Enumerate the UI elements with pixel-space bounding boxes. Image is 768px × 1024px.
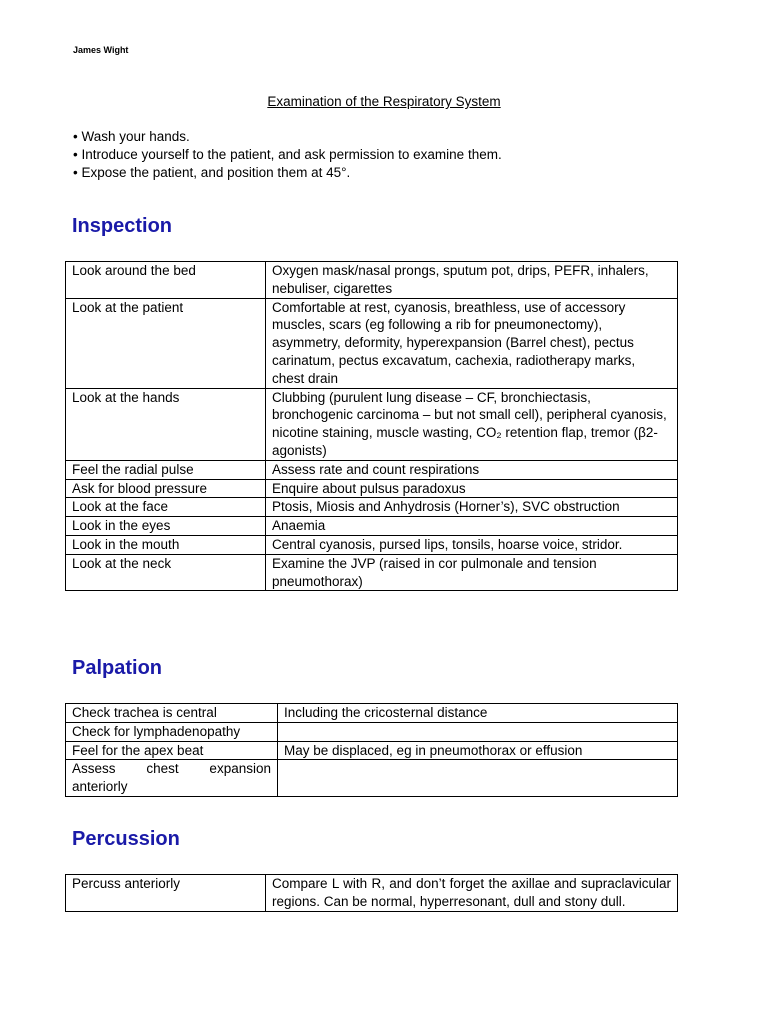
author-name: James Wight <box>73 45 129 55</box>
inspection-heading: Inspection <box>72 215 173 237</box>
action-cell: Assess chest expansion anteriorly <box>66 760 278 797</box>
detail-cell: Comfortable at rest, cyanosis, breathless, use of accessory muscles, scars (eg following a rib for pneumonectomy), asymmetry, deformity, hyperexpansion (Barrel chest), pectus carinatum, pectus excavatum, cachexia, radiotherapy marks, chest drain <box>266 298 678 388</box>
action-cell: Ask for blood pressure <box>66 479 266 498</box>
document-title: Examination of the Respiratory System <box>267 94 501 109</box>
detail-cell <box>278 722 678 741</box>
action-cell: Look in the mouth <box>66 535 266 554</box>
action-cell: Look at the patient <box>66 298 266 388</box>
detail-cell: Central cyanosis, pursed lips, tonsils, hoarse voice, stridor. <box>266 535 678 554</box>
action-cell: Look at the face <box>66 498 266 517</box>
action-cell: Look at the hands <box>66 388 266 460</box>
detail-cell: Enquire about pulsus paradoxus <box>266 479 678 498</box>
detail-cell: Ptosis, Miosis and Anhydrosis (Horner’s), SVC obstruction <box>266 498 678 517</box>
table-row <box>66 741 678 760</box>
detail-cell: Clubbing (purulent lung disease – CF, bronchiectasis, bronchogenic carcinoma – but not small cell), peripheral cyanosis, nicotine staining, muscle wasting, CO₂ retention flap, tremor (β2-agonists) <box>266 388 678 460</box>
action-cell: Look in the eyes <box>66 517 266 536</box>
percussion-table <box>65 874 678 912</box>
percussion-heading: Percussion <box>72 828 180 850</box>
table-row <box>66 460 678 479</box>
table-row <box>66 875 678 912</box>
table-row <box>66 479 678 498</box>
detail-cell: Including the cricosternal distance <box>278 704 678 723</box>
table-row <box>66 517 678 536</box>
palpation-heading: Palpation <box>72 657 163 679</box>
action-cell: Look around the bed <box>66 262 266 299</box>
action-cell: Feel the radial pulse <box>66 460 266 479</box>
detail-cell <box>278 760 678 797</box>
action-cell: Check for lymphadenopathy <box>66 722 278 741</box>
table-row <box>66 554 678 591</box>
table-row <box>66 722 678 741</box>
intro-item: • Introduce yourself to the patient, and ask permission to examine them. <box>73 147 502 162</box>
detail-cell: Anaemia <box>266 517 678 536</box>
action-cell: Look at the neck <box>66 554 266 591</box>
intro-item: • Expose the patient, and position them at 45°. <box>73 165 351 180</box>
table-row <box>66 704 678 723</box>
inspection-table <box>65 261 678 591</box>
table-row <box>66 298 678 388</box>
table-row <box>66 498 678 517</box>
intro-list <box>73 128 502 182</box>
detail-cell: Assess rate and count respirations <box>266 460 678 479</box>
table-row <box>66 760 678 797</box>
action-cell: Check trachea is central <box>66 704 278 723</box>
detail-cell: May be displaced, eg in pneumothorax or effusion <box>278 741 678 760</box>
palpation-table <box>65 703 678 797</box>
table-row <box>66 535 678 554</box>
action-cell: Percuss anteriorly <box>66 875 266 912</box>
intro-item: • Wash your hands. <box>73 129 190 144</box>
detail-cell: Compare L with R, and don’t forget the axillae and supraclavicular regions. Can be normal, hyperresonant, dull and stony dull. <box>266 875 678 912</box>
action-cell: Feel for the apex beat <box>66 741 278 760</box>
detail-cell: Examine the JVP (raised in cor pulmonale and tension pneumothorax) <box>266 554 678 591</box>
detail-cell: Oxygen mask/nasal prongs, sputum pot, drips, PEFR, inhalers, nebuliser, cigarettes <box>266 262 678 299</box>
table-row <box>66 388 678 460</box>
table-row <box>66 262 678 299</box>
